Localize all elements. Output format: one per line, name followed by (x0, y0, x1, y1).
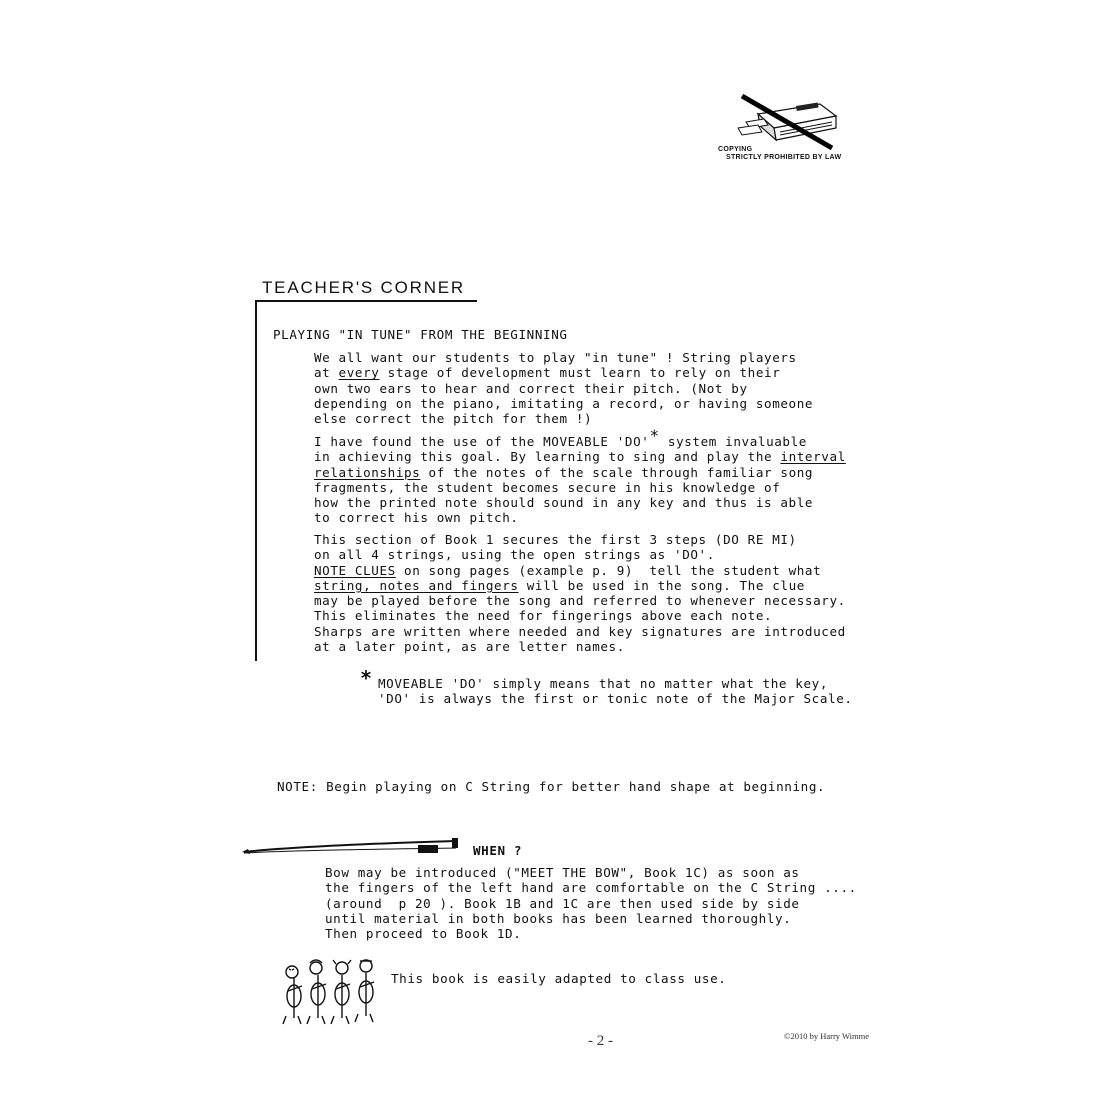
copying-prohibited-badge (718, 92, 864, 166)
underlined-every: every (338, 365, 380, 381)
p3-line: string, notes and fingers will be used in the song. The clue (314, 577, 805, 593)
p1-line: depending on the piano, imitating a record, or having someone (314, 395, 814, 411)
p3-line: on all 4 strings, using the open strings as 'DO'. (314, 547, 715, 563)
heading-rule (255, 300, 477, 302)
p2-line: fragments, the student becomes secure in his knowledge of (314, 479, 781, 495)
footnote-line-2: 'DO' is always the first or tonic note of the Major Scale. (378, 691, 853, 707)
badge-line-1: COPYING (718, 146, 753, 153)
when-heading: WHEN ? (473, 843, 523, 858)
p3-line: at a later point, as are letter names. (314, 639, 625, 655)
when-line: (around p 20 ). Book 1B and 1C are then used side by side (325, 895, 800, 911)
photocopier-icon (724, 92, 854, 150)
p2-line: how the printed note should sound in any key and thus is able (314, 495, 814, 511)
footnote (378, 676, 853, 707)
violin-bow-icon (240, 836, 462, 858)
note-line: NOTE: Begin playing on C String for better hand shape at beginning. (277, 779, 826, 794)
footnote-star: * (360, 666, 373, 690)
when-line: Then proceed to Book 1D. (325, 926, 522, 942)
p1-line: else correct the pitch for them !) (314, 411, 593, 427)
p1-line: We all want our students to play "in tune" ! String players (314, 350, 797, 365)
page-number: - 2 - (588, 1033, 613, 1049)
underlined-note-clues: NOTE CLUES (314, 562, 396, 578)
section-title: PLAYING "IN TUNE" FROM THE BEGINNING (273, 327, 568, 342)
p1-line: at every stage of development must learn to rely on their (314, 365, 781, 381)
margin-rule (255, 301, 257, 661)
p2-line: relationships of the notes of the scale through familiar song (314, 464, 814, 480)
asterisk-mark: * (649, 425, 660, 445)
paragraph-2 (314, 425, 846, 526)
teachers-corner-heading: TEACHER'S CORNER (262, 278, 466, 297)
when-paragraph (325, 865, 857, 941)
p2-line: to correct his own pitch. (314, 510, 519, 526)
cellist-group-icon (276, 956, 384, 1026)
underlined-string-notes-fingers: string, notes and fingers (314, 577, 519, 593)
when-line: Bow may be introduced ("MEET THE BOW", Book 1C) as soon as (325, 865, 800, 880)
underlined-interval: interval (780, 449, 846, 465)
when-line: until material in both books has been learned thoroughly. (325, 910, 792, 926)
p2-line: in achieving this goal. By learning to sing and play the interval (314, 449, 846, 465)
class-use-text: This book is easily adapted to class use. (391, 971, 727, 986)
p1-line: own two ears to hear and correct their pitch. (Not by (314, 380, 748, 396)
p3-line: This eliminates the need for fingerings above each note. (314, 608, 773, 624)
badge-line-2: STRICTLY PROHIBITED BY LAW (726, 154, 842, 161)
footnote-line-1: MOVEABLE 'DO' simply means that no matter what the key, (378, 676, 829, 691)
p3-line: This section of Book 1 secures the first 3 steps (DO RE MI) (314, 532, 797, 547)
p3-line: Sharps are written where needed and key signatures are introduced (314, 623, 846, 639)
copyright: ©2010 by Harry Wimme (784, 1031, 870, 1041)
paragraph-1 (314, 350, 813, 426)
paragraph-3 (314, 532, 846, 654)
p3-line: NOTE CLUES on song pages (example p. 9) tell the student what (314, 562, 822, 578)
when-line: the fingers of the left hand are comfortable on the C String .... (325, 880, 857, 896)
p2-line: I have found the use of the MOVEABLE 'DO'* system invaluable (314, 425, 807, 449)
p3-line: may be played before the song and referred to whenever necessary. (314, 593, 846, 609)
underlined-relationships: relationships (314, 464, 421, 480)
